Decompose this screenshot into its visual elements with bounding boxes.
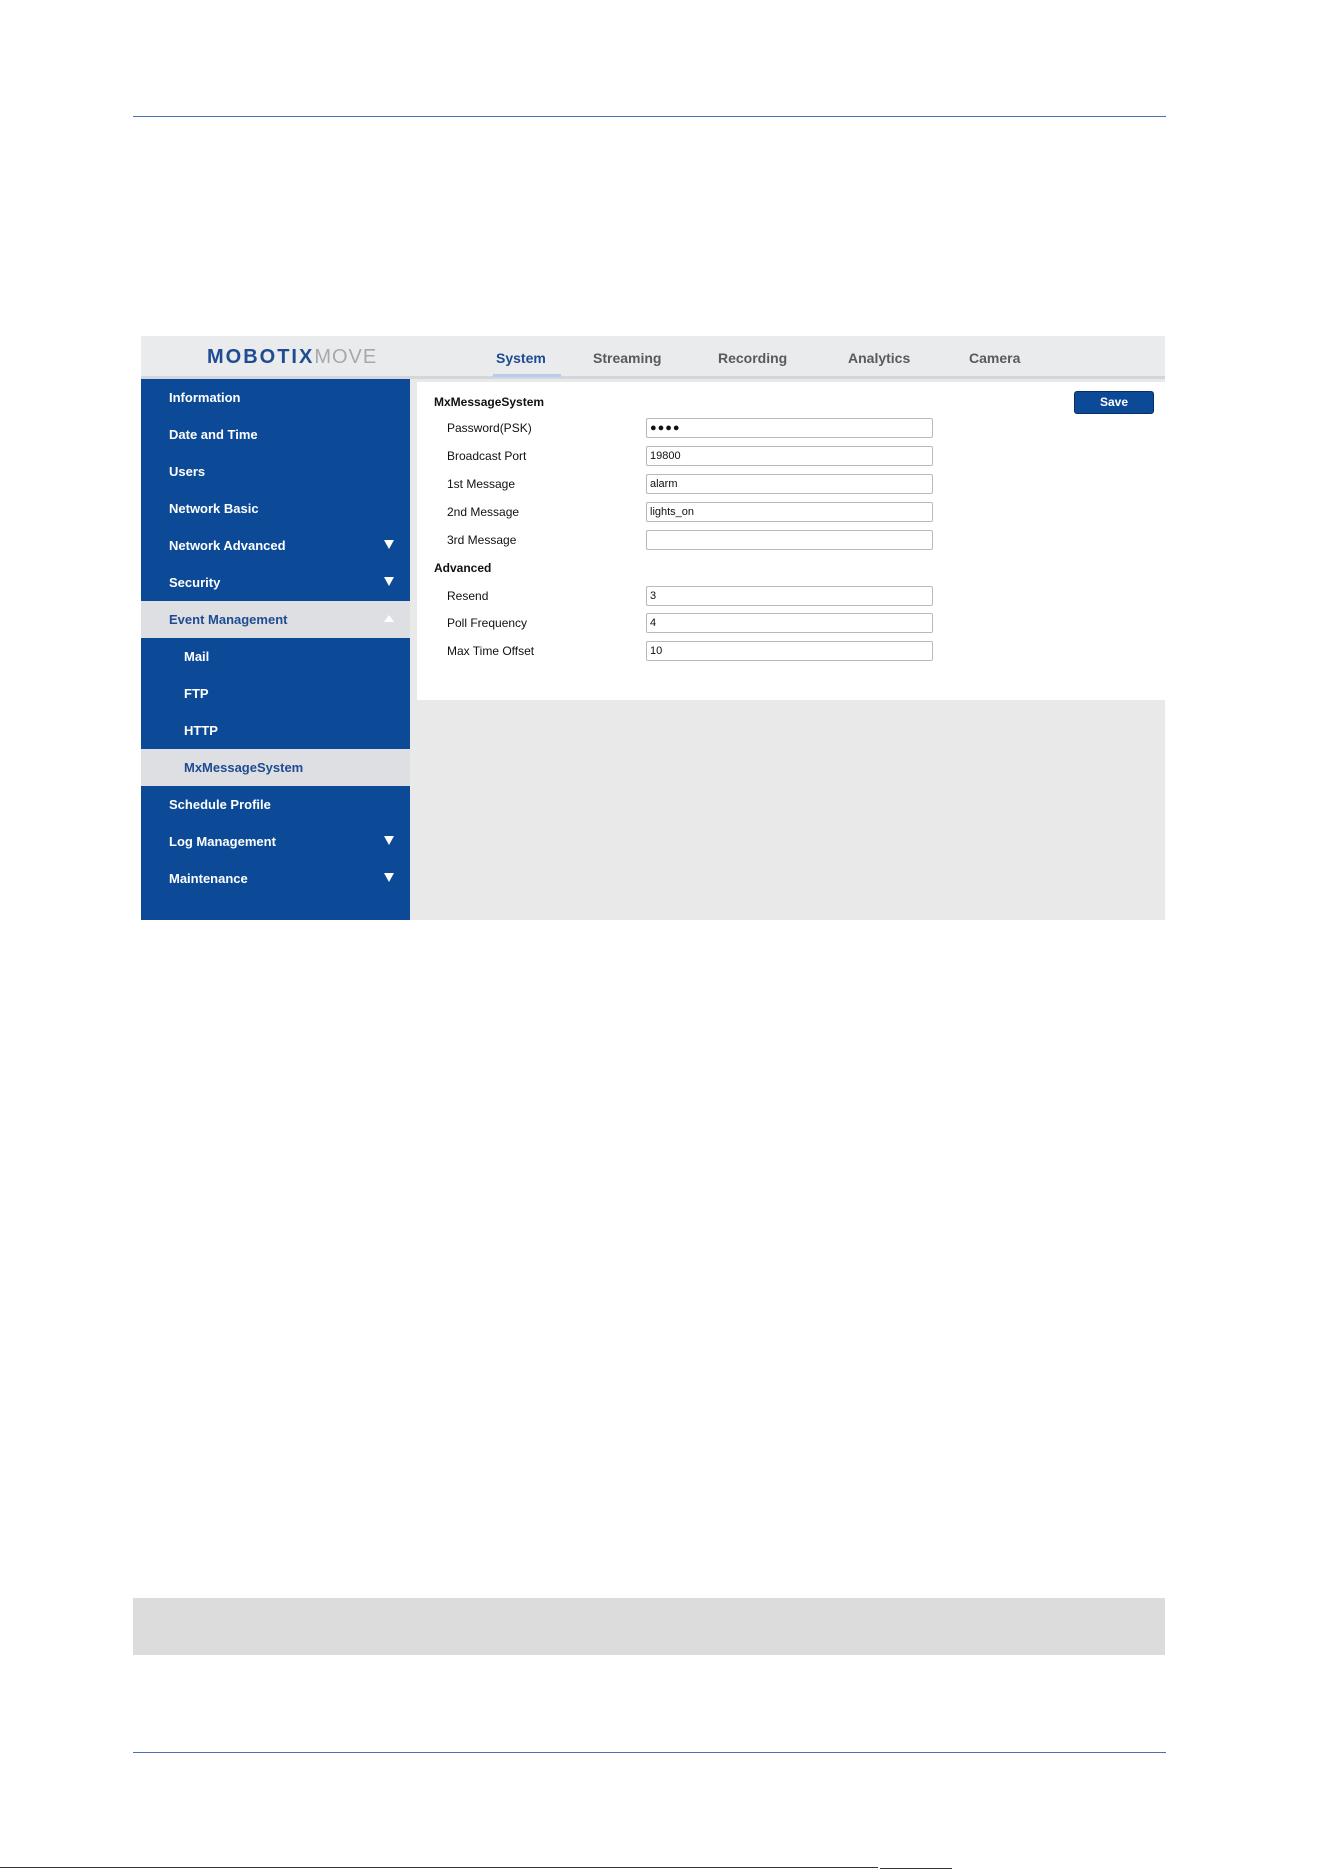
tab-analytics[interactable]: Analytics <box>848 350 911 366</box>
sidebar-item-label: Information <box>169 390 241 405</box>
sidebar-item-label: Security <box>169 575 221 590</box>
poll-frequency-field[interactable]: 4 <box>646 613 933 633</box>
second-message-label: 2nd Message <box>447 505 520 519</box>
page-header-rule <box>133 116 1166 117</box>
poll-frequency-label: Poll Frequency <box>447 616 528 630</box>
resend-field[interactable]: 3 <box>646 586 933 606</box>
first-message-field[interactable]: alarm <box>646 474 933 494</box>
sidebar-item-network-basic[interactable] <box>141 490 410 527</box>
sidebar-item-label: Date and Time <box>169 427 258 442</box>
sidebar-item-label: Mail <box>184 649 210 664</box>
chevron-down-icon <box>384 540 394 549</box>
sidebar-item-event-management[interactable] <box>141 601 410 638</box>
camera-web-ui <box>141 336 1165 920</box>
page-footer-rule <box>133 1752 1166 1753</box>
top-navigation-bar <box>141 336 1165 379</box>
sidebar-item-label: Log Management <box>169 834 276 849</box>
password-field[interactable]: ●●●● <box>646 418 933 438</box>
sidebar-item-label: Event Management <box>169 612 288 627</box>
mobotix-logo: MOBOTIXMOVE <box>207 346 378 368</box>
sidebar-item-label: HTTP <box>184 723 218 738</box>
sidebar-item-label: MxMessageSystem <box>184 760 304 775</box>
chevron-down-icon <box>384 873 394 882</box>
second-message-field[interactable]: lights_on <box>646 502 933 522</box>
sidebar-item-information[interactable] <box>141 379 410 416</box>
sidebar-item-security[interactable] <box>141 564 410 601</box>
settings-panel <box>417 382 1165 700</box>
tab-system[interactable]: System <box>496 350 546 366</box>
sidebar-item-label: FTP <box>184 686 209 701</box>
page-bottom-line <box>0 1867 878 1868</box>
sidebar-item-ftp[interactable] <box>141 675 410 712</box>
first-message-label: 1st Message <box>447 477 516 491</box>
max-time-offset-label: Max Time Offset <box>447 644 535 658</box>
page-bottom-line-segment <box>880 1868 952 1869</box>
broadcast-port-field[interactable]: 19800 <box>646 446 933 466</box>
section-title: MxMessageSystem <box>434 395 545 409</box>
sidebar-item-schedule-profile[interactable] <box>141 786 410 823</box>
sidebar-item-users[interactable] <box>141 453 410 490</box>
advanced-section-title: Advanced <box>434 561 492 575</box>
caption-band <box>133 1598 1165 1655</box>
sidebar <box>141 379 410 920</box>
sidebar-item-network-advanced[interactable] <box>141 527 410 564</box>
sidebar-item-log-management[interactable] <box>141 823 410 860</box>
password-label: Password(PSK) <box>447 421 532 435</box>
third-message-field[interactable] <box>646 530 933 550</box>
chevron-up-icon <box>384 615 394 622</box>
active-tab-indicator <box>493 374 561 377</box>
sidebar-item-date-and-time[interactable] <box>141 416 410 453</box>
tab-camera[interactable]: Camera <box>969 350 1021 366</box>
chevron-down-icon <box>384 577 394 586</box>
sidebar-item-http[interactable] <box>141 712 410 749</box>
sidebar-item-label: Network Advanced <box>169 538 286 553</box>
chevron-down-icon <box>384 836 394 845</box>
sidebar-item-mxmessagesystem[interactable] <box>141 749 410 786</box>
sidebar-item-label: Maintenance <box>169 871 248 886</box>
broadcast-port-label: Broadcast Port <box>447 449 527 463</box>
tab-streaming[interactable]: Streaming <box>593 350 662 366</box>
third-message-label: 3rd Message <box>447 533 517 547</box>
tab-recording[interactable]: Recording <box>718 350 788 366</box>
sidebar-item-label: Schedule Profile <box>169 797 271 812</box>
save-button[interactable]: Save <box>1074 391 1154 414</box>
resend-label: Resend <box>447 589 489 603</box>
max-time-offset-field[interactable]: 10 <box>646 641 933 661</box>
sidebar-item-maintenance[interactable] <box>141 860 410 897</box>
sidebar-item-mail[interactable] <box>141 638 410 675</box>
sidebar-item-label: Network Basic <box>169 501 259 516</box>
sidebar-item-label: Users <box>169 464 206 479</box>
